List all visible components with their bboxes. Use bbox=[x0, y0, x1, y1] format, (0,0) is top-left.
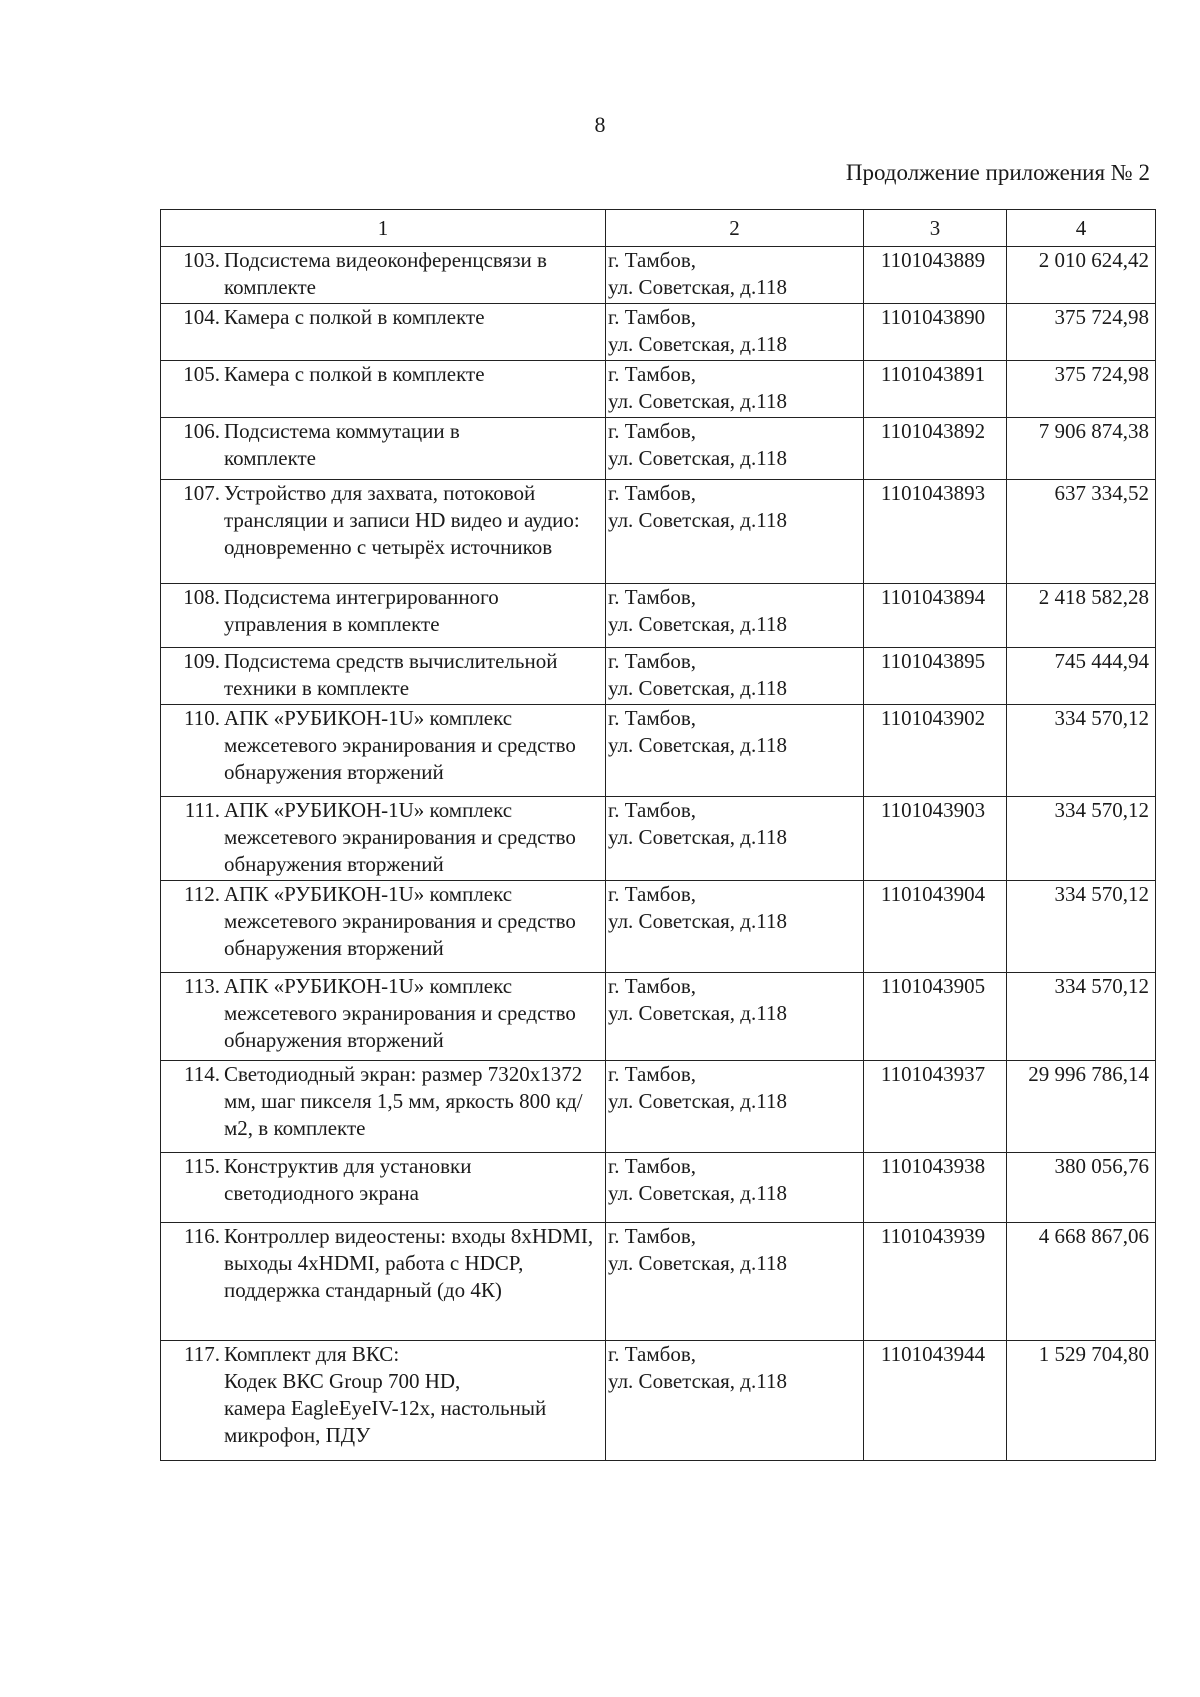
address-cell: г. Тамбов, ул. Советская, д.118 bbox=[606, 584, 864, 648]
address-cell: г. Тамбов, ул. Советская, д.118 bbox=[606, 881, 864, 973]
cost-cell: 1 529 704,80 bbox=[1007, 1341, 1156, 1461]
row-number: 104. bbox=[183, 305, 220, 329]
address-cell: г. Тамбов, ул. Советская, д.118 bbox=[606, 480, 864, 584]
item-name-cell bbox=[161, 1223, 606, 1341]
inventory-number-cell: 1101043893 bbox=[864, 480, 1007, 584]
item-name: Контроллер видеостены: входы 8xHDMI, выходы 4xHDMI, работа с HDCP, поддержка стандарный (до 4К) bbox=[224, 1224, 594, 1302]
row-number: 108. bbox=[183, 585, 220, 609]
item-name: Камера с полкой в комплекте bbox=[224, 362, 485, 386]
item-name: Устройство для захвата, потоковой трансляции и записи HD видео и аудио: одновременно с четырёх источников bbox=[224, 481, 580, 559]
table-row bbox=[161, 797, 1156, 881]
row-number: 117. bbox=[184, 1342, 220, 1366]
row-number: 110. bbox=[184, 706, 220, 730]
item-name: Подсистема интегрированного управления в комплекте bbox=[224, 585, 499, 636]
table-row bbox=[161, 584, 1156, 648]
table-header-row bbox=[161, 210, 1156, 247]
item-name-cell bbox=[161, 361, 606, 418]
inventory-number-cell: 1101043937 bbox=[864, 1061, 1007, 1153]
cost-cell: 2 010 624,42 bbox=[1007, 247, 1156, 304]
item-name: Подсистема средств вычислительной техники в комплекте bbox=[224, 649, 558, 700]
cost-cell: 334 570,12 bbox=[1007, 705, 1156, 797]
table-row bbox=[161, 1223, 1156, 1341]
inventory-number-cell: 1101043903 bbox=[864, 797, 1007, 881]
column-header-2: 2 bbox=[606, 210, 864, 247]
item-name-cell bbox=[161, 705, 606, 797]
column-header-4: 4 bbox=[1007, 210, 1156, 247]
cost-cell: 334 570,12 bbox=[1007, 881, 1156, 973]
table-row bbox=[161, 304, 1156, 361]
item-name: Комплект для ВКС: Кодек ВКС Group 700 HD, камера EagleEyeIV-12x, настольный микрофон, ПДУ bbox=[224, 1342, 547, 1447]
appendix-title: Продолжение приложения № 2 bbox=[845, 160, 1150, 185]
inventory-number-cell: 1101043890 bbox=[864, 304, 1007, 361]
table-row bbox=[161, 361, 1156, 418]
column-header-3: 3 bbox=[864, 210, 1007, 247]
address-cell: г. Тамбов, ул. Советская, д.118 bbox=[606, 1223, 864, 1341]
table-row bbox=[161, 705, 1156, 797]
inventory-number-cell: 1101043895 bbox=[864, 648, 1007, 705]
table-row bbox=[161, 881, 1156, 973]
item-name: Подсистема коммутации в комплекте bbox=[224, 419, 460, 470]
table-row bbox=[161, 480, 1156, 584]
address-cell: г. Тамбов, ул. Советская, д.118 bbox=[606, 973, 864, 1061]
item-name-cell bbox=[161, 418, 606, 480]
item-name: АПК «РУБИКОН-1U» комплекс межсетевого экранирования и средство обнаружения вторжений bbox=[224, 882, 576, 960]
inventory-number-cell: 1101043889 bbox=[864, 247, 1007, 304]
cost-cell: 2 418 582,28 bbox=[1007, 584, 1156, 648]
address-cell: г. Тамбов, ул. Советская, д.118 bbox=[606, 797, 864, 881]
item-name: Подсистема видеоконференцсвязи в комплекте bbox=[224, 248, 547, 299]
cost-cell: 380 056,76 bbox=[1007, 1153, 1156, 1223]
address-cell: г. Тамбов, ул. Советская, д.118 bbox=[606, 705, 864, 797]
table-row bbox=[161, 418, 1156, 480]
item-name-cell bbox=[161, 648, 606, 705]
cost-cell: 334 570,12 bbox=[1007, 973, 1156, 1061]
page-number: 8 bbox=[594, 112, 606, 137]
item-name-cell bbox=[161, 1153, 606, 1223]
item-name: Камера с полкой в комплекте bbox=[224, 305, 485, 329]
address-cell: г. Тамбов, ул. Советская, д.118 bbox=[606, 648, 864, 705]
row-number: 109. bbox=[183, 649, 220, 673]
row-number: 114. bbox=[184, 1062, 220, 1086]
item-name: АПК «РУБИКОН-1U» комплекс межсетевого экранирования и средство обнаружения вторжений bbox=[224, 706, 576, 784]
row-number: 112. bbox=[184, 882, 220, 906]
item-name: Конструктив для установки светодиодного экрана bbox=[224, 1154, 472, 1205]
item-name-cell bbox=[161, 247, 606, 304]
item-name-cell bbox=[161, 797, 606, 881]
table-body bbox=[161, 247, 1156, 1461]
row-number: 106. bbox=[183, 419, 220, 443]
address-cell: г. Тамбов, ул. Советская, д.118 bbox=[606, 1153, 864, 1223]
inventory-number-cell: 1101043938 bbox=[864, 1153, 1007, 1223]
table-row bbox=[161, 1153, 1156, 1223]
row-number: 113. bbox=[184, 974, 220, 998]
asset-table bbox=[160, 209, 1156, 1461]
item-name: АПК «РУБИКОН-1U» комплекс межсетевого экранирования и средство обнаружения вторжений bbox=[224, 798, 576, 876]
address-cell: г. Тамбов, ул. Советская, д.118 bbox=[606, 361, 864, 418]
table-row bbox=[161, 973, 1156, 1061]
cost-cell: 745 444,94 bbox=[1007, 648, 1156, 705]
row-number: 103. bbox=[183, 248, 220, 272]
inventory-number-cell: 1101043904 bbox=[864, 881, 1007, 973]
item-name-cell bbox=[161, 1061, 606, 1153]
row-number: 111. bbox=[184, 798, 220, 822]
cost-cell: 7 906 874,38 bbox=[1007, 418, 1156, 480]
item-name-cell bbox=[161, 584, 606, 648]
column-header-1: 1 bbox=[161, 210, 606, 247]
inventory-number-cell: 1101043905 bbox=[864, 973, 1007, 1061]
inventory-number-cell: 1101043939 bbox=[864, 1223, 1007, 1341]
item-name: Светодиодный экран: размер 7320x1372 мм, шаг пикселя 1,5 мм, яркость 800 кд/м2, в комплекте bbox=[224, 1062, 583, 1140]
table-row bbox=[161, 247, 1156, 304]
row-number: 107. bbox=[183, 481, 220, 505]
cost-cell: 637 334,52 bbox=[1007, 480, 1156, 584]
inventory-number-cell: 1101043944 bbox=[864, 1341, 1007, 1461]
cost-cell: 29 996 786,14 bbox=[1007, 1061, 1156, 1153]
item-name-cell bbox=[161, 480, 606, 584]
item-name-cell bbox=[161, 881, 606, 973]
inventory-number-cell: 1101043891 bbox=[864, 361, 1007, 418]
cost-cell: 4 668 867,06 bbox=[1007, 1223, 1156, 1341]
row-number: 105. bbox=[183, 362, 220, 386]
table-row bbox=[161, 1341, 1156, 1461]
inventory-number-cell: 1101043892 bbox=[864, 418, 1007, 480]
item-name-cell bbox=[161, 304, 606, 361]
cost-cell: 375 724,98 bbox=[1007, 304, 1156, 361]
item-name-cell bbox=[161, 1341, 606, 1461]
address-cell: г. Тамбов, ул. Советская, д.118 bbox=[606, 418, 864, 480]
table-row bbox=[161, 1061, 1156, 1153]
table-row bbox=[161, 648, 1156, 705]
inventory-number-cell: 1101043894 bbox=[864, 584, 1007, 648]
row-number: 116. bbox=[184, 1224, 220, 1248]
row-number: 115. bbox=[184, 1154, 220, 1178]
address-cell: г. Тамбов, ул. Советская, д.118 bbox=[606, 304, 864, 361]
address-cell: г. Тамбов, ул. Советская, д.118 bbox=[606, 1341, 864, 1461]
address-cell: г. Тамбов, ул. Советская, д.118 bbox=[606, 247, 864, 304]
cost-cell: 375 724,98 bbox=[1007, 361, 1156, 418]
item-name-cell bbox=[161, 973, 606, 1061]
item-name: АПК «РУБИКОН-1U» комплекс межсетевого экранирования и средство обнаружения вторжений bbox=[224, 974, 576, 1052]
address-cell: г. Тамбов, ул. Советская, д.118 bbox=[606, 1061, 864, 1153]
inventory-number-cell: 1101043902 bbox=[864, 705, 1007, 797]
cost-cell: 334 570,12 bbox=[1007, 797, 1156, 881]
